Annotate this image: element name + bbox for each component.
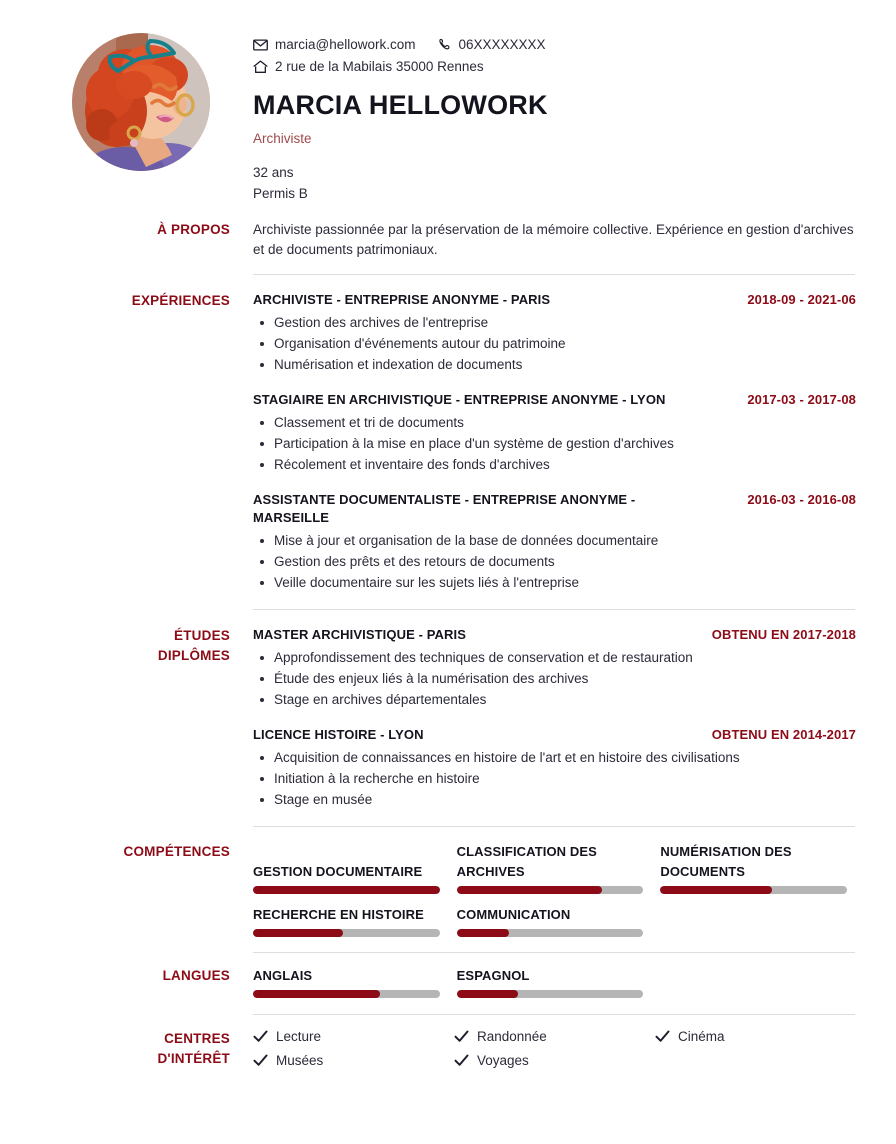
skill-item — [660, 842, 856, 894]
check-icon — [253, 1030, 268, 1043]
interest-label: Randonnée — [477, 1029, 547, 1044]
section-interests — [40, 1015, 856, 1075]
entry-bullets — [253, 412, 856, 475]
section-label-experiences: EXPÉRIENCES — [131, 293, 230, 308]
entry-date: OBTENU EN 2014-2017 — [711, 727, 856, 742]
skill-name: NUMÉRISATION DES DOCUMENTS — [660, 844, 792, 879]
interests-content — [242, 1029, 856, 1068]
skill-bar-track — [660, 886, 847, 894]
list-item: Acquisition de connaissances en histoire de l'art et en histoire des civilisations — [253, 747, 856, 768]
contact-phone-text: 06XXXXXXXX — [458, 37, 546, 52]
entry-title: ARCHIVISTE - ENTREPRISE ANONYME - PARIS — [253, 292, 551, 307]
skill-bar-track — [457, 886, 644, 894]
entry-head — [253, 491, 856, 527]
list-item: Classement et tri de documents — [253, 412, 856, 433]
interest-item — [454, 1029, 655, 1044]
skill-name: GESTION DOCUMENTAIRE — [253, 864, 423, 879]
skill-item — [253, 905, 449, 937]
contact-phone[interactable] — [438, 34, 546, 56]
skill-item — [253, 842, 449, 894]
age-text: 32 ans — [253, 165, 294, 180]
check-icon — [655, 1030, 670, 1043]
check-icon — [253, 1054, 268, 1067]
entry-bullets — [253, 647, 856, 710]
section-label-interests-line1: CENTRES — [164, 1031, 230, 1046]
list-item: Numérisation et indexation de documents — [253, 354, 856, 375]
interest-item — [454, 1053, 655, 1068]
language-name: ANGLAIS — [253, 968, 313, 983]
skill-bar-fill — [253, 929, 343, 937]
home-icon — [253, 60, 268, 74]
interest-label: Musées — [276, 1053, 324, 1068]
entry-head — [253, 391, 856, 409]
list-item: Stage en musée — [253, 789, 856, 810]
entry-date: OBTENU EN 2017-2018 — [711, 627, 856, 642]
skill-bar-track — [253, 929, 440, 937]
interests-grid — [253, 1029, 856, 1068]
job-title: Archiviste — [253, 131, 312, 146]
experience-entry — [253, 391, 856, 475]
language-item-empty — [660, 966, 856, 1009]
languages-content — [242, 966, 856, 1009]
skill-item — [457, 842, 653, 894]
about-content — [242, 220, 856, 260]
check-icon — [454, 1054, 469, 1067]
skill-name: COMMUNICATION — [456, 907, 571, 922]
envelope-icon — [253, 39, 268, 51]
section-skills — [40, 827, 856, 952]
skills-content — [242, 842, 856, 948]
avatar — [72, 33, 210, 171]
avatar-column — [40, 30, 242, 171]
entry-head — [253, 626, 856, 644]
section-label-about: À PROPOS — [157, 222, 230, 237]
contact-address — [253, 56, 484, 78]
experience-entry — [253, 491, 856, 593]
license-text: Permis B — [253, 186, 308, 201]
entry-date: 2017-03 - 2017-08 — [747, 392, 856, 407]
section-languages — [40, 953, 856, 1014]
skill-item — [457, 905, 653, 937]
about-text: Archiviste passionnée par la préservation de la mémoire collective. Expérience en gestion d'archives et de documents patrimoniaux. — [253, 222, 854, 257]
contact-email-text: marcia@hellowork.com — [275, 37, 416, 52]
skill-bar-fill — [457, 886, 603, 894]
skill-name: CLASSIFICATION DES ARCHIVES — [456, 844, 597, 879]
list-item: Participation à la mise en place d'un système de gestion d'archives — [253, 433, 856, 454]
skill-bar-track — [457, 929, 644, 937]
skill-name: RECHERCHE EN HISTOIRE — [253, 907, 424, 922]
language-bar-track — [457, 990, 644, 998]
language-bar-fill — [457, 990, 519, 998]
list-item: Mise à jour et organisation de la base de données documentaire — [253, 530, 856, 551]
section-about — [40, 204, 856, 274]
language-name: ESPAGNOL — [456, 968, 530, 983]
list-item: Veille documentaire sur les sujets liés à l'entreprise — [253, 572, 856, 593]
phone-icon — [438, 38, 452, 52]
skill-bar-fill — [660, 886, 772, 894]
section-label-education-line1: ÉTUDES — [174, 628, 230, 643]
list-item: Initiation à la recherche en histoire — [253, 768, 856, 789]
interest-label: Cinéma — [678, 1029, 725, 1044]
entry-bullets — [253, 747, 856, 810]
avatar-illustration — [72, 33, 210, 171]
contact-line-1 — [253, 34, 856, 56]
language-bar-fill — [253, 990, 380, 998]
list-item: Organisation d'événements autour du patrimoine — [253, 333, 856, 354]
section-label-skills: COMPÉTENCES — [123, 844, 230, 859]
language-bar-track — [253, 990, 440, 998]
experiences-content — [242, 291, 856, 593]
skill-bar-fill — [457, 929, 509, 937]
skill-bar-fill — [253, 886, 440, 894]
entry-date: 2018-09 - 2021-06 — [747, 292, 856, 307]
entry-title: MASTER ARCHIVISTIQUE - PARIS — [253, 627, 466, 642]
cv-header — [40, 30, 856, 204]
entry-title: STAGIAIRE EN ARCHIVISTIQUE - ENTREPRISE ANONYME - LYON — [253, 392, 666, 407]
list-item: Stage en archives départementales — [253, 689, 856, 710]
contact-email[interactable] — [253, 34, 416, 56]
education-entry — [253, 626, 856, 710]
page-title: MARCIA HELLOWORK — [253, 90, 548, 120]
section-label-languages: LANGUES — [162, 968, 230, 983]
interest-label: Voyages — [477, 1053, 529, 1068]
interest-item — [655, 1029, 856, 1044]
check-icon — [454, 1030, 469, 1043]
languages-grid — [253, 966, 856, 1009]
section-experiences — [40, 275, 856, 609]
list-item: Approfondissement des techniques de conservation et de restauration — [253, 647, 856, 668]
list-item: Gestion des archives de l'entreprise — [253, 312, 856, 333]
section-label-interests-line2: D'INTÉRÊT — [157, 1051, 230, 1066]
skill-bar-track — [253, 886, 440, 894]
list-item: Étude des enjeux liés à la numérisation des archives — [253, 668, 856, 689]
header-main — [242, 30, 856, 204]
entry-bullets — [253, 530, 856, 593]
interest-label: Lecture — [276, 1029, 322, 1044]
section-label-interests — [40, 1029, 242, 1069]
education-content — [242, 626, 856, 810]
language-item — [457, 966, 653, 998]
section-label-education-line2: DIPLÔMES — [157, 648, 230, 663]
entry-title: ASSISTANTE DOCUMENTALISTE - ENTREPRISE ANONYME - MARSEILLE — [253, 492, 636, 525]
entry-title: LICENCE HISTOIRE - LYON — [253, 727, 424, 742]
contact-line-2 — [253, 56, 856, 78]
list-item: Gestion des prêts et des retours de documents — [253, 551, 856, 572]
section-education — [40, 610, 856, 826]
skills-grid — [253, 842, 856, 948]
entry-head — [253, 726, 856, 744]
contact-address-text: 2 rue de la Mabilais 35000 Rennes — [275, 59, 484, 74]
interest-item — [253, 1029, 454, 1044]
list-item: Récolement et inventaire des fonds d'archives — [253, 454, 856, 475]
entry-bullets — [253, 312, 856, 375]
education-entry — [253, 726, 856, 810]
interest-item — [253, 1053, 454, 1068]
section-label-education — [40, 626, 242, 666]
experience-entry — [253, 291, 856, 375]
entry-head — [253, 291, 856, 309]
language-item — [253, 966, 449, 998]
entry-date: 2016-03 - 2016-08 — [747, 492, 856, 507]
